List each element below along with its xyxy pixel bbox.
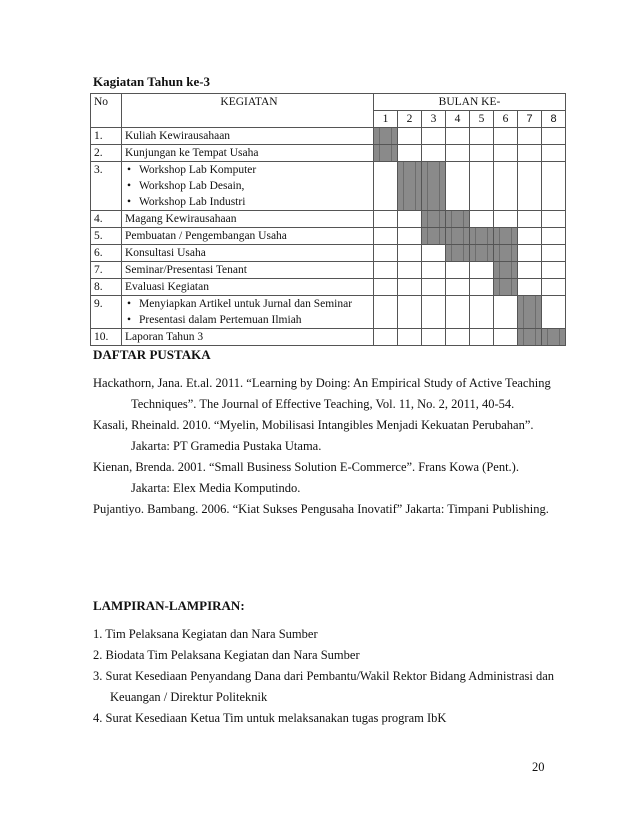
month-header-6: 6: [494, 111, 518, 128]
activity-label: • Presentasi dalam Pertemuan Ilmiah: [125, 312, 373, 328]
lampiran-item: 3. Surat Kesediaan Penyandang Dana dari Pembantu/Wakil Rektor Bidang Administrasi dan Keuangan / Direktur Politeknik: [93, 669, 555, 704]
activity-cell: [122, 128, 374, 145]
table-row: [91, 145, 566, 162]
month-header-2: 2: [398, 111, 422, 128]
activity-label: Pembuatan / Pengembangan Usaha: [125, 230, 287, 242]
schedule-empty-cell: [398, 211, 422, 228]
schedule-empty-cell: [446, 279, 470, 296]
schedule-bar-cell: [422, 228, 446, 245]
schedule-empty-cell: [494, 162, 518, 211]
schedule-bar-cell: [446, 245, 470, 262]
row-number: 10.: [91, 329, 122, 346]
schedule-bar-cell: [422, 162, 446, 211]
schedule-empty-cell: [470, 296, 494, 329]
lampiran-heading: LAMPIRAN-LAMPIRAN:: [93, 598, 245, 613]
schedule-empty-cell: [446, 145, 470, 162]
month-header-5: 5: [470, 111, 494, 128]
schedule-empty-cell: [374, 245, 398, 262]
schedule-bar-cell: [494, 245, 518, 262]
schedule-empty-cell: [518, 262, 542, 279]
schedule-empty-cell: [398, 145, 422, 162]
activity-cell: [122, 329, 374, 346]
activity-label: Magang Kewirausahaan: [125, 213, 237, 225]
activity-cell: [122, 162, 374, 211]
schedule-body: [91, 128, 566, 346]
schedule-bar-cell: [494, 279, 518, 296]
schedule-empty-cell: [422, 279, 446, 296]
schedule-empty-cell: [470, 262, 494, 279]
lampiran-list: [93, 624, 563, 729]
schedule-bar-cell: [494, 262, 518, 279]
lampiran-item: 1. Tim Pelaksana Kegiatan dan Nara Sumber: [93, 627, 318, 641]
schedule-bar-cell: [470, 228, 494, 245]
schedule-empty-cell: [518, 279, 542, 296]
schedule-empty-cell: [542, 262, 566, 279]
schedule-empty-cell: [470, 128, 494, 145]
schedule-bar-cell: [542, 329, 566, 346]
activity-label: Seminar/Presentasi Tenant: [125, 264, 247, 276]
schedule-empty-cell: [470, 329, 494, 346]
reference-item: Hackathorn, Jana. Et.al. 2011. “Learning by Doing: An Empirical Study of Active Teaching Techniques”. The Journal of Effective Teaching, Vol. 11, No. 2, 2011, 40-54.: [93, 376, 551, 411]
activity-cell: [122, 245, 374, 262]
schedule-empty-cell: [398, 329, 422, 346]
schedule-empty-cell: [518, 228, 542, 245]
schedule-empty-cell: [494, 296, 518, 329]
lampiran-item: 2. Biodata Tim Pelaksana Kegiatan dan Nara Sumber: [93, 648, 360, 662]
activity-label: • Workshop Lab Komputer: [125, 162, 373, 178]
schedule-bar-cell: [374, 145, 398, 162]
schedule-empty-cell: [374, 262, 398, 279]
schedule-empty-cell: [446, 162, 470, 211]
schedule-empty-cell: [422, 245, 446, 262]
col-no-header: No: [91, 94, 122, 128]
activity-label: Kunjungan ke Tempat Usaha: [125, 147, 259, 159]
table-row: [91, 162, 566, 211]
schedule-empty-cell: [518, 128, 542, 145]
schedule-empty-cell: [374, 279, 398, 296]
row-number: 9.: [91, 296, 122, 329]
month-header-7: 7: [518, 111, 542, 128]
activity-label: Konsultasi Usaha: [125, 247, 206, 259]
schedule-empty-cell: [446, 329, 470, 346]
col-bulan-header: BULAN KE-: [374, 94, 566, 111]
schedule-bar-cell: [374, 128, 398, 145]
row-number: 7.: [91, 262, 122, 279]
schedule-empty-cell: [398, 296, 422, 329]
schedule-empty-cell: [470, 279, 494, 296]
activity-cell: [122, 296, 374, 329]
schedule-empty-cell: [494, 211, 518, 228]
schedule-empty-cell: [470, 162, 494, 211]
table-row: [91, 262, 566, 279]
schedule-empty-cell: [422, 145, 446, 162]
activity-label: • Workshop Lab Desain,: [125, 178, 373, 194]
schedule-bar-cell: [470, 245, 494, 262]
activity-cell: [122, 145, 374, 162]
schedule-bar-cell: [398, 162, 422, 211]
table-row: [91, 329, 566, 346]
schedule-empty-cell: [542, 162, 566, 211]
month-header-8: 8: [542, 111, 566, 128]
schedule-empty-cell: [518, 162, 542, 211]
row-number: 6.: [91, 245, 122, 262]
row-number: 3.: [91, 162, 122, 211]
reference-item: Kasali, Rheinald. 2010. “Myelin, Mobilisasi Intangibles Menjadi Kekuatan Perubahan”. Jakarta: PT Gramedia Pustaka Utama.: [93, 418, 534, 453]
activity-label: • Workshop Lab Industri: [125, 194, 373, 210]
schedule-empty-cell: [494, 145, 518, 162]
schedule-empty-cell: [542, 245, 566, 262]
schedule-empty-cell: [518, 245, 542, 262]
page-number: 20: [532, 760, 545, 774]
schedule-empty-cell: [542, 296, 566, 329]
schedule-bar-cell: [446, 228, 470, 245]
schedule-empty-cell: [446, 262, 470, 279]
schedule-empty-cell: [398, 262, 422, 279]
schedule-empty-cell: [542, 228, 566, 245]
schedule-bar-cell: [518, 329, 542, 346]
schedule-empty-cell: [398, 228, 422, 245]
schedule-empty-cell: [422, 329, 446, 346]
schedule-empty-cell: [494, 329, 518, 346]
lampiran-item: 4. Surat Kesediaan Ketua Tim untuk melaksanakan tugas program IbK: [93, 711, 447, 725]
schedule-bar-cell: [494, 228, 518, 245]
schedule-empty-cell: [470, 145, 494, 162]
table-row: [91, 228, 566, 245]
schedule-empty-cell: [446, 296, 470, 329]
schedule-empty-cell: [374, 296, 398, 329]
row-number: 1.: [91, 128, 122, 145]
schedule-empty-cell: [542, 279, 566, 296]
schedule-empty-cell: [422, 128, 446, 145]
schedule-bar-cell: [446, 211, 470, 228]
daftar-pustaka-heading: DAFTAR PUSTAKA: [93, 347, 211, 362]
schedule-empty-cell: [374, 211, 398, 228]
schedule-empty-cell: [374, 329, 398, 346]
table-row: [91, 279, 566, 296]
activity-label: Kuliah Kewirausahaan: [125, 130, 231, 142]
activity-cell: [122, 279, 374, 296]
activity-label: Laporan Tahun 3: [125, 331, 204, 343]
activity-label: • Menyiapkan Artikel untuk Jurnal dan Seminar: [125, 296, 373, 312]
month-header-3: 3: [422, 111, 446, 128]
activity-cell: [122, 262, 374, 279]
reference-item: Pujantiyo. Bambang. 2006. “Kiat Sukses Pengusaha Inovatif” Jakarta: Timpani Publishing.: [93, 502, 549, 516]
schedule-empty-cell: [470, 211, 494, 228]
schedule-empty-cell: [398, 245, 422, 262]
reference-list: [93, 373, 553, 520]
schedule-empty-cell: [494, 128, 518, 145]
row-number: 4.: [91, 211, 122, 228]
schedule-bar-cell: [518, 296, 542, 329]
schedule-empty-cell: [542, 145, 566, 162]
schedule-empty-cell: [422, 296, 446, 329]
schedule-empty-cell: [518, 145, 542, 162]
col-kegiatan-header: KEGIATAN: [122, 94, 374, 128]
row-number: 8.: [91, 279, 122, 296]
schedule-empty-cell: [398, 279, 422, 296]
activity-label: Evaluasi Kegiatan: [125, 281, 209, 293]
reference-item: Kienan, Brenda. 2001. “Small Business Solution E-Commerce”. Frans Kowa (Pent.). Jakarta: Elex Media Komputindo.: [93, 460, 519, 495]
schedule-empty-cell: [374, 228, 398, 245]
row-number: 5.: [91, 228, 122, 245]
activity-cell: [122, 211, 374, 228]
section-title: Kagiatan Tahun ke-3: [93, 74, 211, 89]
schedule-empty-cell: [398, 128, 422, 145]
schedule-empty-cell: [374, 162, 398, 211]
schedule-empty-cell: [542, 128, 566, 145]
table-row: [91, 128, 566, 145]
table-row: [91, 245, 566, 262]
row-number: 2.: [91, 145, 122, 162]
schedule-empty-cell: [422, 262, 446, 279]
schedule-bar-cell: [422, 211, 446, 228]
table-row: [91, 211, 566, 228]
schedule-table: [90, 93, 566, 346]
schedule-empty-cell: [518, 211, 542, 228]
month-header-1: 1: [374, 111, 398, 128]
month-header-4: 4: [446, 111, 470, 128]
activity-cell: [122, 228, 374, 245]
table-row: [91, 296, 566, 329]
schedule-empty-cell: [446, 128, 470, 145]
schedule-empty-cell: [542, 211, 566, 228]
